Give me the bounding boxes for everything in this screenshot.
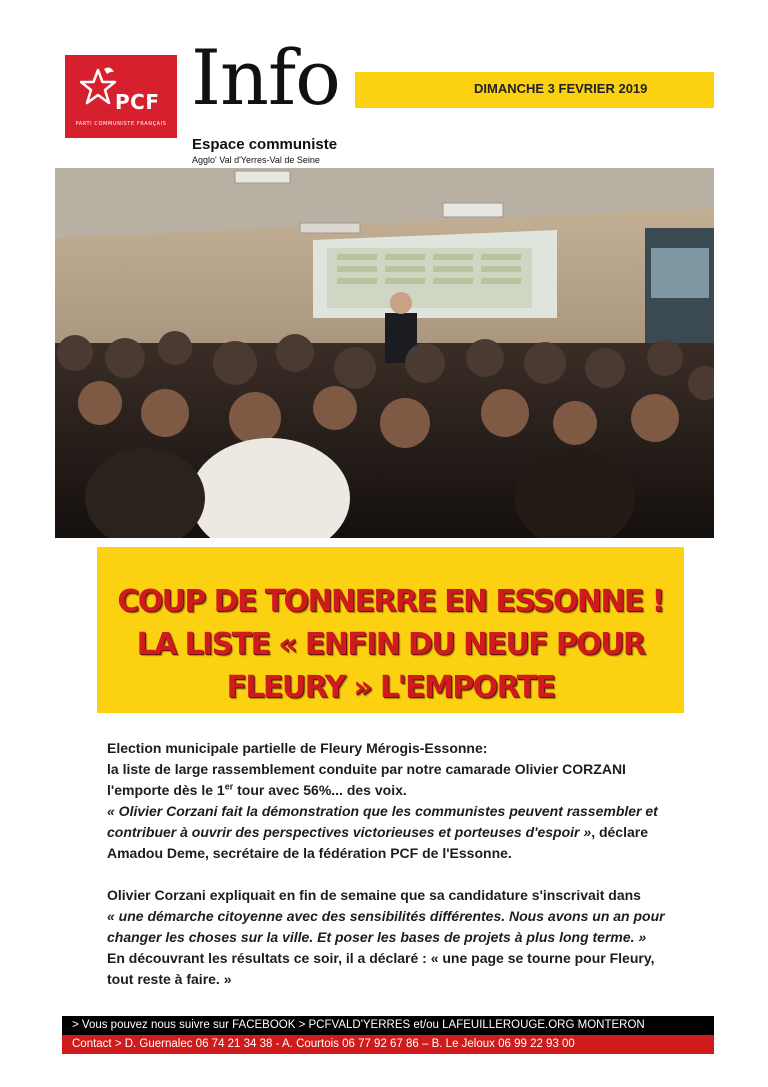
article-line: Olivier Corzani expliquait en fin de semaine que sa candidature s'inscrivait dans	[107, 887, 641, 903]
quote-fragment: contribuer à ouvrir des perspectives victorieuses et porteuses d'espoir »	[107, 824, 592, 840]
article-line	[107, 780, 707, 801]
page-title: Info	[191, 33, 340, 122]
headline-line: COUP DE TONNERRE EN ESSONNE !	[117, 584, 664, 619]
article-line: tout reste à faire. »	[107, 971, 232, 987]
logo-subtitle: PARTI COMMUNISTE FRANÇAIS	[75, 121, 167, 127]
headline-line: LA LISTE « ENFIN DU NEUF POUR	[136, 627, 645, 662]
article-line: Election municipale partielle de Fleury Mérogis-Essonne:	[107, 740, 488, 756]
article-body	[107, 738, 707, 990]
headline-box	[97, 547, 684, 713]
publisher-name: Espace communiste	[192, 136, 338, 153]
event-photo	[55, 168, 714, 538]
superscript: er	[224, 781, 234, 792]
pcf-logo	[65, 55, 177, 138]
paragraph-gap	[107, 864, 707, 885]
logo-text: PCF	[115, 90, 160, 114]
quote-line: « Olivier Corzani fait la démonstration que les communistes peuvent rassembler et	[107, 803, 658, 819]
quote-line: changer les choses sur la ville. Et poser les bases de projets à plus long terme. »	[107, 929, 647, 945]
text-fragment: , déclare	[591, 824, 649, 840]
quote-line: « une démarche citoyenne avec des sensibilités différentes. Nous avons un an pour	[107, 908, 665, 924]
headline-line: FLEURY » L'EMPORTE	[226, 670, 555, 705]
text-fragment: tour avec 56%... des voix.	[233, 782, 407, 798]
headline	[97, 580, 684, 709]
footer-contact: Contact > D. Guernalec 06 74 21 34 38 - A. Courtois 06 77 92 67 86 – B. Le Jeloux 06 99 22 93 00	[62, 1035, 714, 1054]
footer-follow: > Vous pouvez nous suivre sur FACEBOOK > PCFVALD'YERRES et/ou LAFEUILLEROUGE.ORG MONTERON	[62, 1016, 714, 1035]
publisher-area: Agglo' Val d'Yerres-Val de Seine	[192, 155, 320, 165]
article-line: Amadou Deme, secrétaire de la fédération PCF de l'Essonne.	[107, 845, 512, 861]
article-line: la liste de large rassemblement conduite par notre camarade Olivier CORZANI	[107, 761, 626, 777]
quote-line	[107, 822, 707, 843]
article-line: En découvrant les résultats ce soir, il a déclaré : « une page se tourne pour Fleury,	[107, 950, 655, 966]
text-fragment: l'emporte dès le 1	[107, 782, 225, 798]
issue-date: DIMANCHE 3 FEVRIER 2019	[474, 81, 648, 96]
